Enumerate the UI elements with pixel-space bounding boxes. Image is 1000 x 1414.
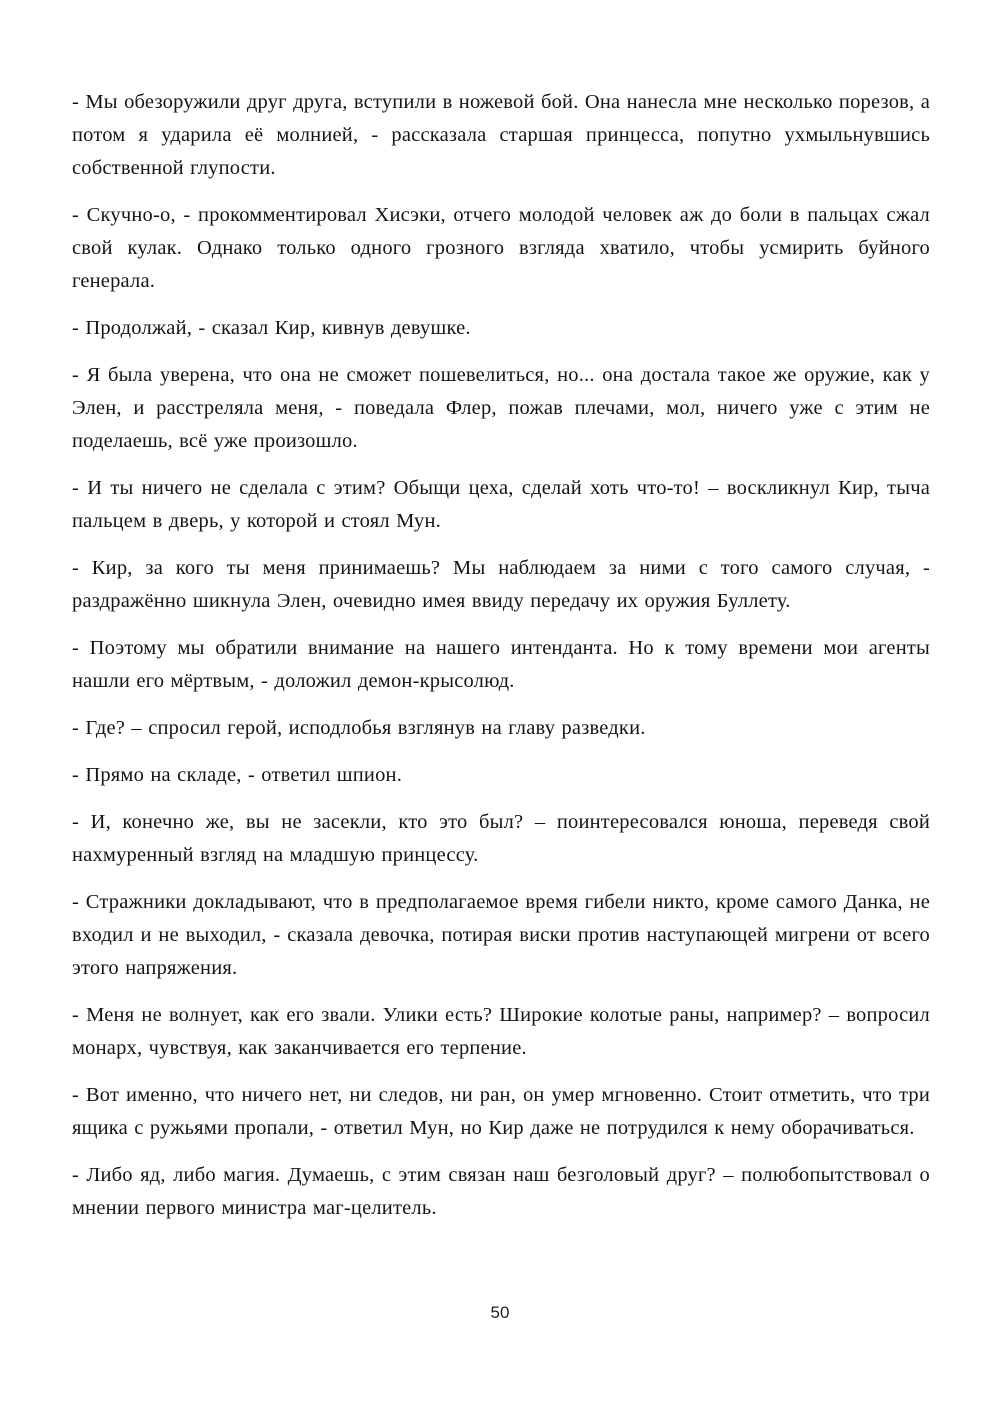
page-text — [72, 86, 930, 1239]
paragraph: - Вот именно, что ничего нет, ни следов, ни ран, он умер мгновенно. Стоит отметить, что три ящика с ружьями пропали, - ответил Мун, но Кир даже не потрудился к нему оборачиваться. — [72, 1084, 930, 1139]
paragraph: - Мы обезоружили друг друга, вступили в ножевой бой. Она нанесла мне несколько порезов, а потом я ударила её молнией, - рассказала старшая принцесса, попутно ухмыльнувшись собственной глупости. — [72, 91, 930, 179]
paragraph: - И ты ничего не сделала с этим? Обыщи цеха, сделай хоть что-то! – воскликнул Кир, тыча пальцем в дверь, у которой и стоял Мун. — [72, 477, 930, 532]
paragraph: - Кир, за кого ты меня принимаешь? Мы наблюдаем за ними с того самого случая, - раздражённо шикнула Элен, очевидно имея ввиду передачу их оружия Буллету. — [72, 557, 930, 612]
paragraph: - Меня не волнует, как его звали. Улики есть? Широкие колотые раны, например? – вопросил монарх, чувствуя, как заканчивается его терпение. — [72, 1004, 930, 1059]
page-number: 50 — [490, 1303, 510, 1322]
paragraph: - Где? – спросил герой, исподлобья взглянув на главу разведки. — [72, 717, 646, 739]
paragraph: - Я была уверена, что она не сможет пошевелиться, но... она достала такое же оружие, как у Элен, и расстреляла меня, - поведала Флер, пожав плечами, мол, ничего уже с этим не поделаешь, всё уже произошло. — [72, 364, 930, 452]
paragraph: - Скучно-о, - прокомментировал Хисэки, отчего молодой человек аж до боли в пальцах сжал свой кулак. Однако только одного грозного взгляда хватило, чтобы усмирить буйного генерала. — [72, 204, 930, 292]
paragraph: - Поэтому мы обратили внимание на нашего интенданта. Но к тому времени мои агенты нашли его мёртвым, - доложил демон-крысолюд. — [72, 637, 930, 692]
paragraph: - Продолжай, - сказал Кир, кивнув девушке. — [72, 317, 471, 339]
paragraph: - И, конечно же, вы не засекли, кто это был? – поинтересовался юноша, переведя свой нахмуренный взгляд на младшую принцессу. — [72, 811, 930, 866]
paragraph: - Прямо на складе, - ответил шпион. — [72, 764, 403, 786]
paragraph: - Либо яд, либо магия. Думаешь, с этим связан наш безголовый друг? – полюбопытствовал о мнении первого министра маг-целитель. — [72, 1164, 930, 1219]
paragraph: - Стражники докладывают, что в предполагаемое время гибели никто, кроме самого Данка, не входил и не выходил, - сказала девочка, потирая виски против наступающей мигрени от всего этого напряжения. — [72, 891, 930, 979]
page-footer — [0, 1303, 1000, 1323]
